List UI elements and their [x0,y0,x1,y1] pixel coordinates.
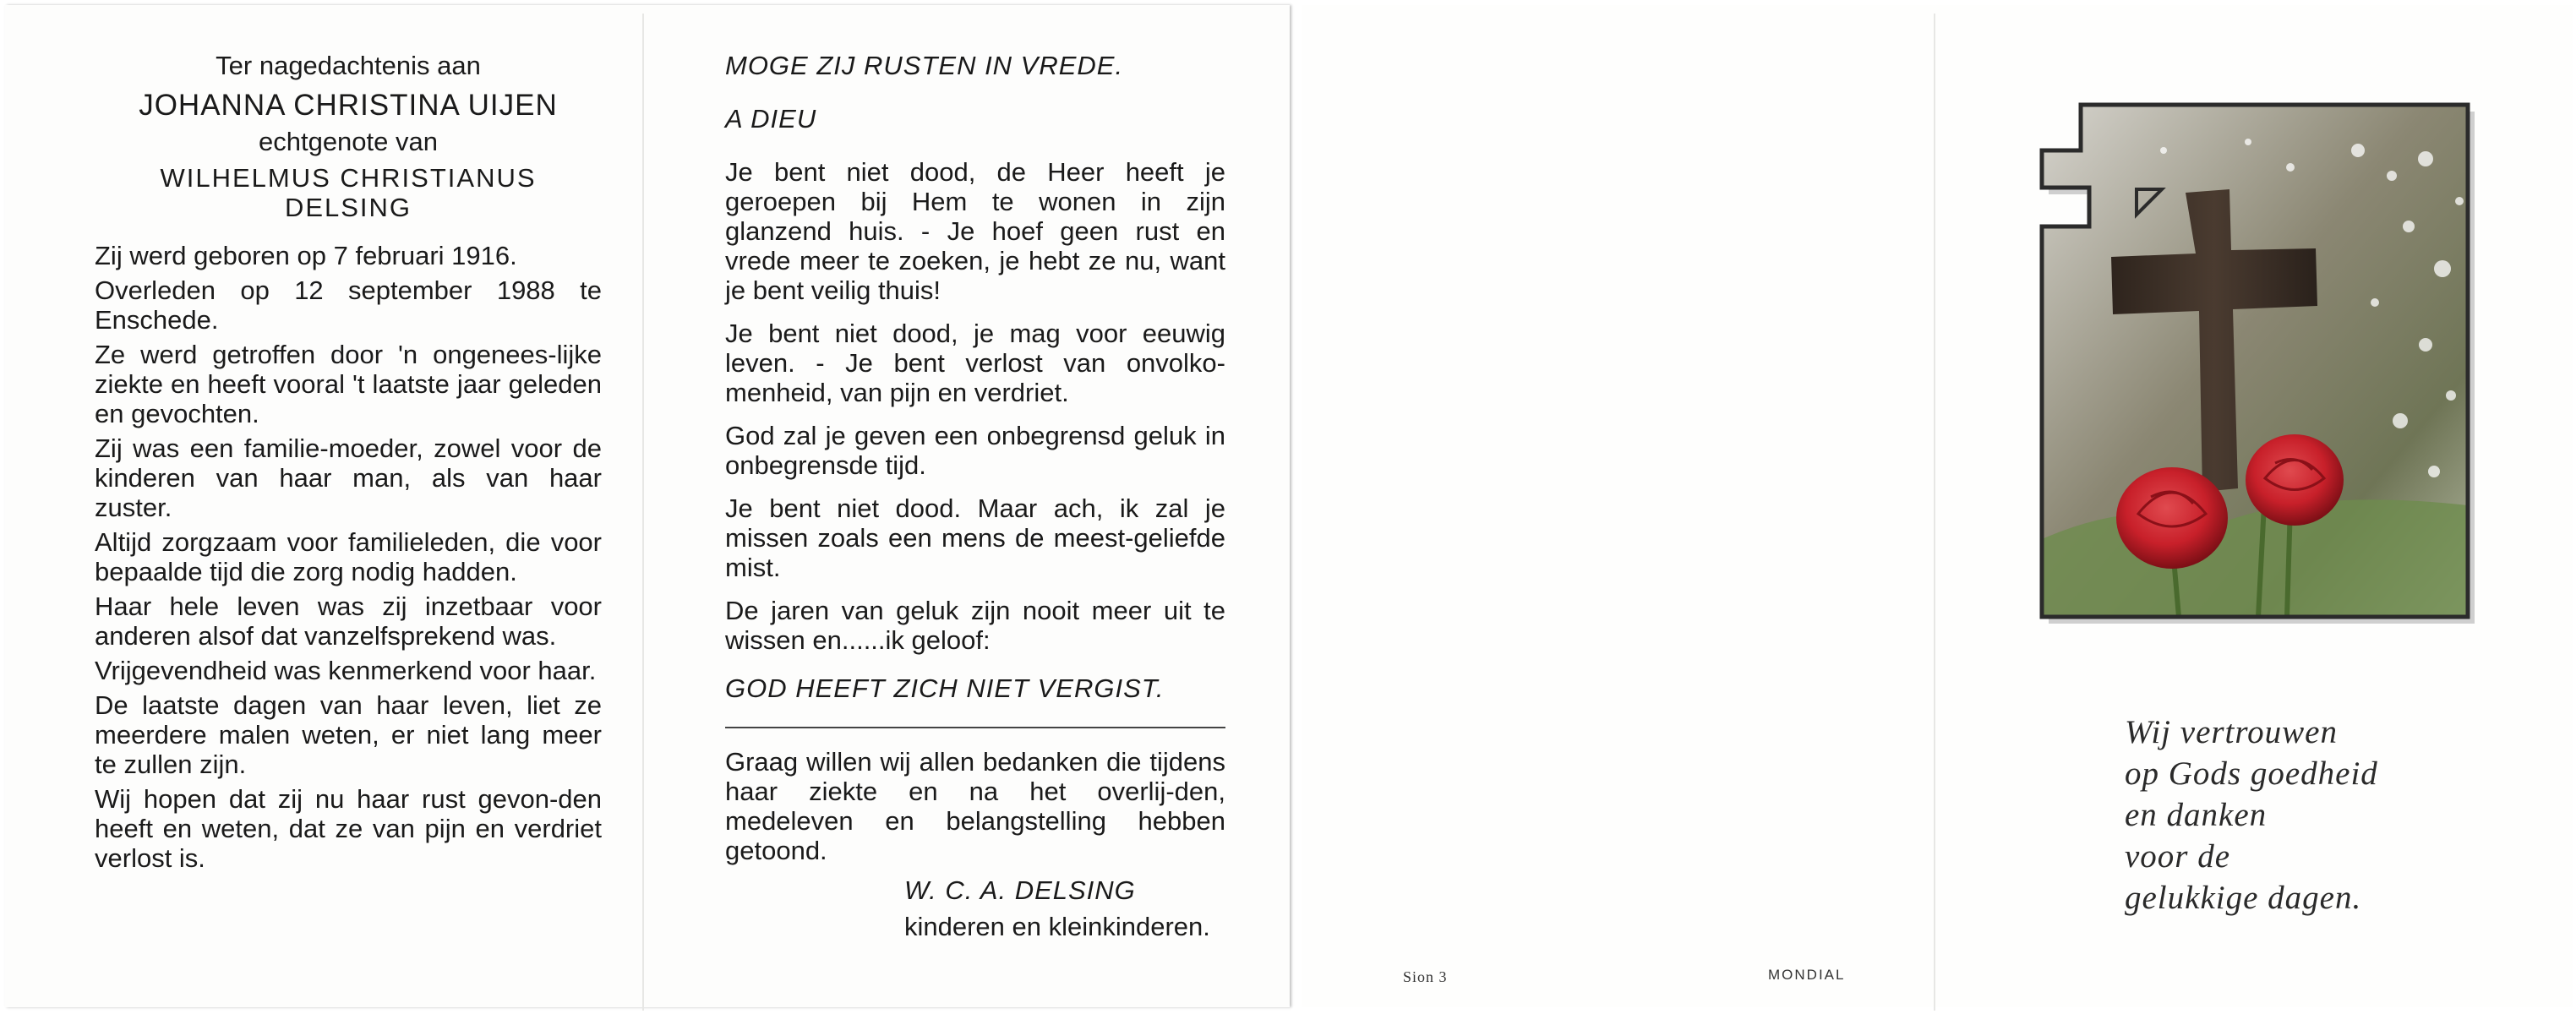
signature-family: kinderen en kleinkinderen. [904,912,1210,941]
divider-rule [725,727,1225,728]
adieu-heading: A DIEU [725,104,817,134]
verse-line: gelukkige dagen. [2125,880,2362,916]
inside-right-column [725,51,1225,941]
rose-left-icon [2116,467,2228,569]
bio-paragraph: Zij was een familie-moeder, zowel voor de kinderen van haar man, als van haar zuster. [95,433,602,522]
fold-line-inside [642,14,644,1011]
bio-paragraph: Vrijgevendheid was kenmerkend voor haar. [95,656,597,685]
inside-left-column [95,51,602,873]
verse-line: Wij vertrouwen [2125,714,2338,750]
bio-paragraph: Zij werd geboren op 7 februari 1916. [95,241,517,270]
poem-paragraph: Je bent niet dood, je mag voor eeuwig leven. - Je bent verlost van onvolko-menheid, van pijn en verdriet. [725,319,1225,407]
thanks-paragraph: Graag willen wij allen bedanken die tijdens haar ziekte en na het overlij-den, medeleven en belangstelling hebben getoond. [725,747,1225,865]
closing-line: GOD HEEFT ZICH NIET VERGIST. [725,673,1165,703]
bio-paragraph: De laatste dagen van haar leven, liet ze meerdere malen weten, er niet lang meer te zullen zijn. [95,690,602,779]
cross-and-roses-picture [2037,100,2476,624]
bio-paragraph: Wij hopen dat zij nu haar rust gevon-den heeft en weten, dat ze van pijn en verdriet verlost is. [95,784,602,873]
verse-block [2125,711,2513,919]
bio-paragraph: Overleden op 12 september 1988 te Enschede. [95,275,602,335]
poem-paragraph: God zal je geven een onbegrensd geluk in onbegrensde tijd. [725,421,1225,480]
signature-name: W. C. A. DELSING [904,875,1136,905]
spouse-name: WILHELMUS CHRISTIANUS DELSING [160,163,537,222]
verse-line: op Gods goedheid [2125,755,2378,792]
verse-line: en danken [2125,797,2268,833]
printer-code: Sion 3 [1403,968,1448,985]
bio-paragraph: Altijd zorgzaam voor familieleden, die voor bepaalde tijd die zorg nodig hadden. [95,527,602,586]
printer-name: MONDIAL [1768,967,1846,983]
relation-line: echtgenote van [258,127,438,156]
poem-paragraph: Je bent niet dood, de Heer heeft je geroepen bij Hem te wonen in zijn glanzend huis. - Je hoef geen rust en vrede meer te zoeken, je hebt ze nu, want je bent veilig thuis! [725,157,1225,305]
poem-paragraph: Je bent niet dood. Maar ach, ik zal je missen zoals een mens de meest-geliefde mist. [725,493,1225,582]
bio-paragraph: Ze werd getroffen door 'n ongenees-lijke ziekte en heeft vooral 't laatste jaar geleden en gevochten. [95,340,602,428]
bio-paragraph: Haar hele leven was zij inzetbaar voor anderen alsof dat vanzelfsprekend was. [95,592,602,651]
verse-line: voor de [2125,838,2231,875]
rest-in-peace-heading: MOGE ZIJ RUSTEN IN VREDE. [725,51,1124,80]
intro-line: Ter nagedachtenis aan [216,51,481,80]
fold-line-outside [1934,14,1935,1011]
rose-right-icon [2246,434,2344,526]
deceased-name: JOHANNA CHRISTINA UIJEN [139,89,558,122]
poem-paragraph: De jaren van geluk zijn nooit meer uit te wissen en......ik geloof: [725,596,1225,655]
